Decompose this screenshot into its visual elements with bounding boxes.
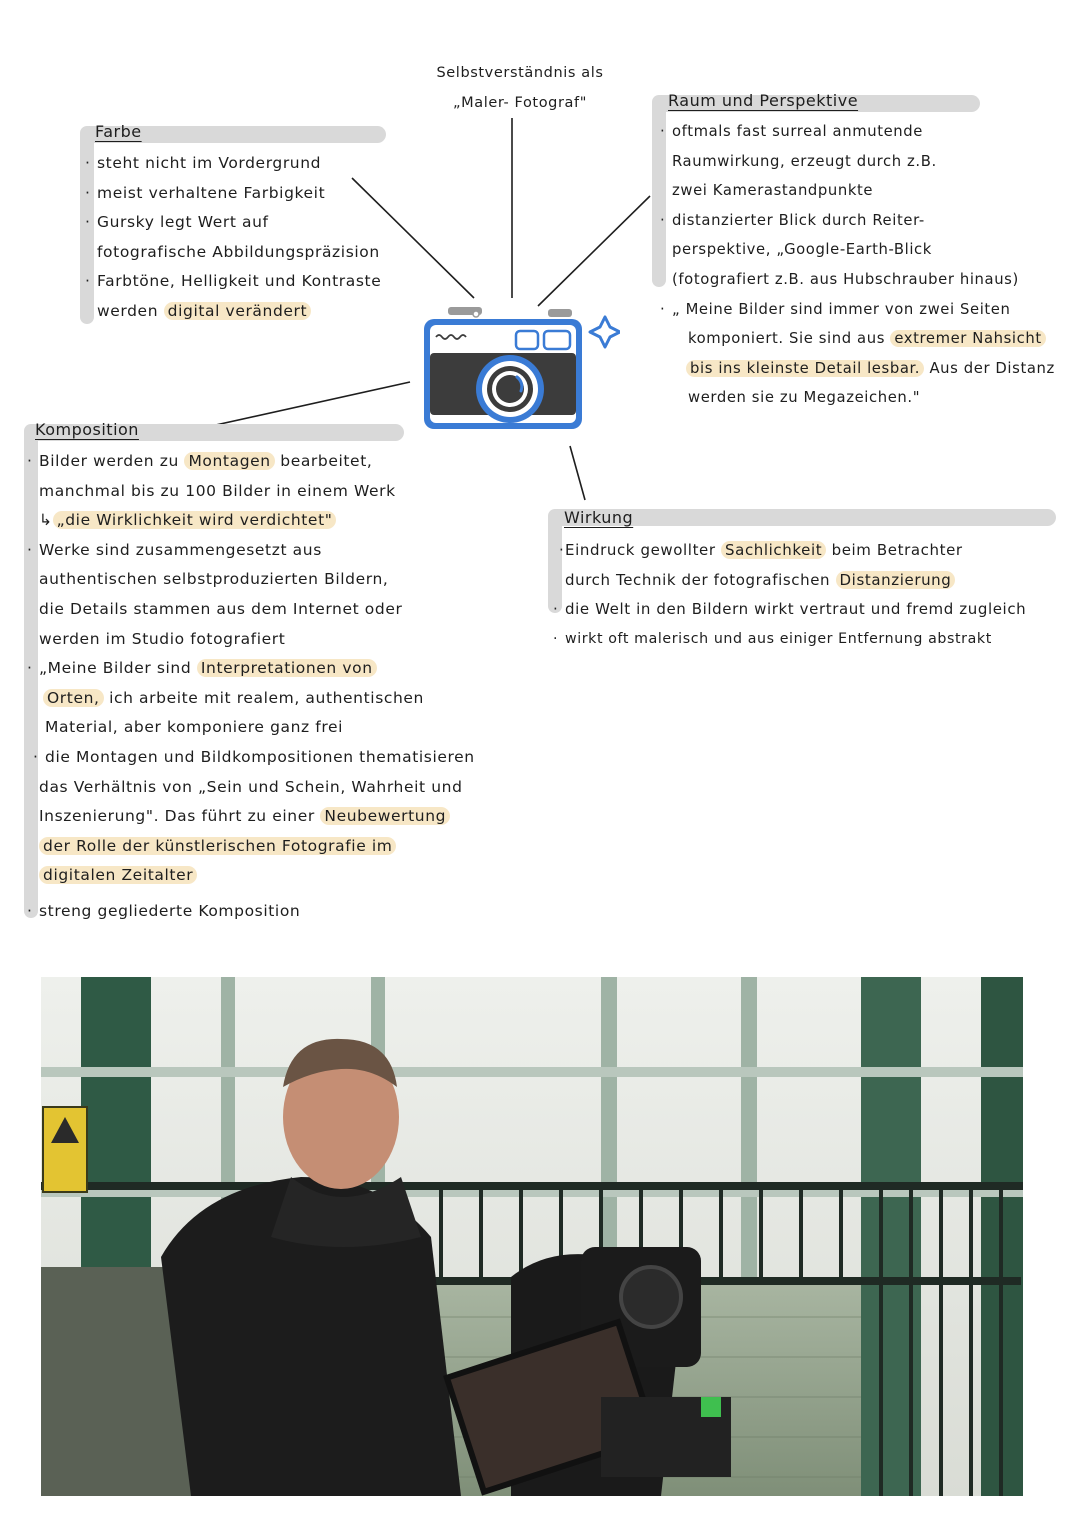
komposition-line-3: ↳ „die Wirklichkeit wird verdichtet" xyxy=(39,506,475,536)
farbe-line-4: fotografische Abbildungspräzision xyxy=(97,242,380,261)
center-title-line1: Selbstverständnis als xyxy=(436,65,604,81)
komposition-line-4: · Werke sind zusammengesetzt aus xyxy=(27,540,322,559)
komposition-line-8: · „Meine Bilder sind Interpretationen von xyxy=(39,654,475,684)
wirkung-line-1: · Eindruck gewollter Sachlichkeit beim Betrachter xyxy=(559,541,963,559)
raum-line-2: Raumwirkung, erzeugt durch z.B. xyxy=(672,152,937,170)
komposition-line-10: Material, aber komponiere ganz frei xyxy=(45,718,344,737)
raum-line-5: perspektive, „Google-Earth-Blick xyxy=(672,241,932,259)
komposition-line-14: der Rolle der künstlerischen Fotografie im xyxy=(39,832,475,862)
wirkung-line-4: · wirkt oft malerisch und aus einiger Entfernung abstrakt xyxy=(553,630,992,647)
wirkung-notes xyxy=(553,536,1027,654)
wirkung-heading: Wirkung xyxy=(564,508,634,527)
farbe-notes xyxy=(85,149,382,327)
komposition-line-1: · Bilder werden zu Montagen bearbeitet, xyxy=(27,452,373,470)
farbe-line-2: · meist verhaltene Farbigkeit xyxy=(85,183,326,202)
farbe-line-1: · steht nicht im Vordergrund xyxy=(85,154,322,172)
farbe-line-5: · Farbtöne, Helligkeit und Kontraste xyxy=(85,272,382,291)
raum-line-8: komponiert. Sie sind aus extremer Nahsicht xyxy=(672,324,1055,354)
wirkung-line-2: durch Technik der fotografischen Distanzierung xyxy=(565,566,1026,596)
komposition-line-11: · die Montagen und Bildkompositionen thematisieren xyxy=(33,747,475,766)
komposition-line-6: die Details stammen aus dem Internet oder xyxy=(39,599,403,618)
farbe-heading: Farbe xyxy=(95,122,142,141)
komposition-line-15: digitalen Zeitalter xyxy=(39,861,475,891)
raum-line-10: werden sie zu Megazeichen." xyxy=(688,389,921,407)
raum-notes xyxy=(660,117,1055,413)
arrow-icon: ↳ xyxy=(39,511,53,530)
raum-line-4: · distanzierter Blick durch Reiter- xyxy=(660,211,925,229)
camera-icon xyxy=(420,305,620,435)
connector-raum xyxy=(538,196,650,306)
raum-heading: Raum und Perspektive xyxy=(668,91,859,110)
komposition-notes xyxy=(27,447,475,927)
farbe-line-6: werden digital verändert xyxy=(97,297,381,327)
komposition-line-2: manchmal bis zu 100 Bilder in einem Werk xyxy=(39,481,396,500)
komposition-line-5: authentischen selbstproduzierten Bildern, xyxy=(39,570,389,589)
farbe-highlight: digital verändert xyxy=(164,302,312,320)
komposition-line-13: Inszenierung". Das führt zu einer Neubewertung xyxy=(39,802,475,832)
photo-illustration xyxy=(41,977,1023,1496)
komposition-line-12: das Verhältnis von „Sein und Schein, Wahrheit und xyxy=(39,777,463,796)
photographer-photo xyxy=(41,977,1023,1496)
raum-line-3: zwei Kamerastandpunkte xyxy=(672,182,874,200)
komposition-line-7: werden im Studio fotografiert xyxy=(39,629,286,648)
wirkung-line-3: · die Welt in den Bildern wirkt vertraut und fremd zugleich xyxy=(553,600,1027,619)
komposition-line-16: · streng gegliederte Komposition xyxy=(27,901,301,920)
komposition-line-9: Orten, ich arbeite mit realem, authentischen xyxy=(39,684,475,714)
raum-line-7: · „ Meine Bilder sind immer von zwei Seiten xyxy=(660,300,1011,318)
center-title xyxy=(420,58,620,118)
raum-line-1: · oftmals fast surreal anmutende xyxy=(660,123,923,140)
center-title-line2: „Maler- Fotograf" xyxy=(452,95,587,111)
raum-line-9: bis ins kleinste Detail lesbar. Aus der Distanz xyxy=(672,354,1055,384)
komposition-heading: Komposition xyxy=(35,420,139,439)
raum-line-6: (fotografiert z.B. aus Hubschrauber hinaus) xyxy=(672,270,1019,288)
connector-wirkung xyxy=(570,446,585,500)
farbe-line-3: · Gursky legt Wert auf xyxy=(85,213,269,232)
